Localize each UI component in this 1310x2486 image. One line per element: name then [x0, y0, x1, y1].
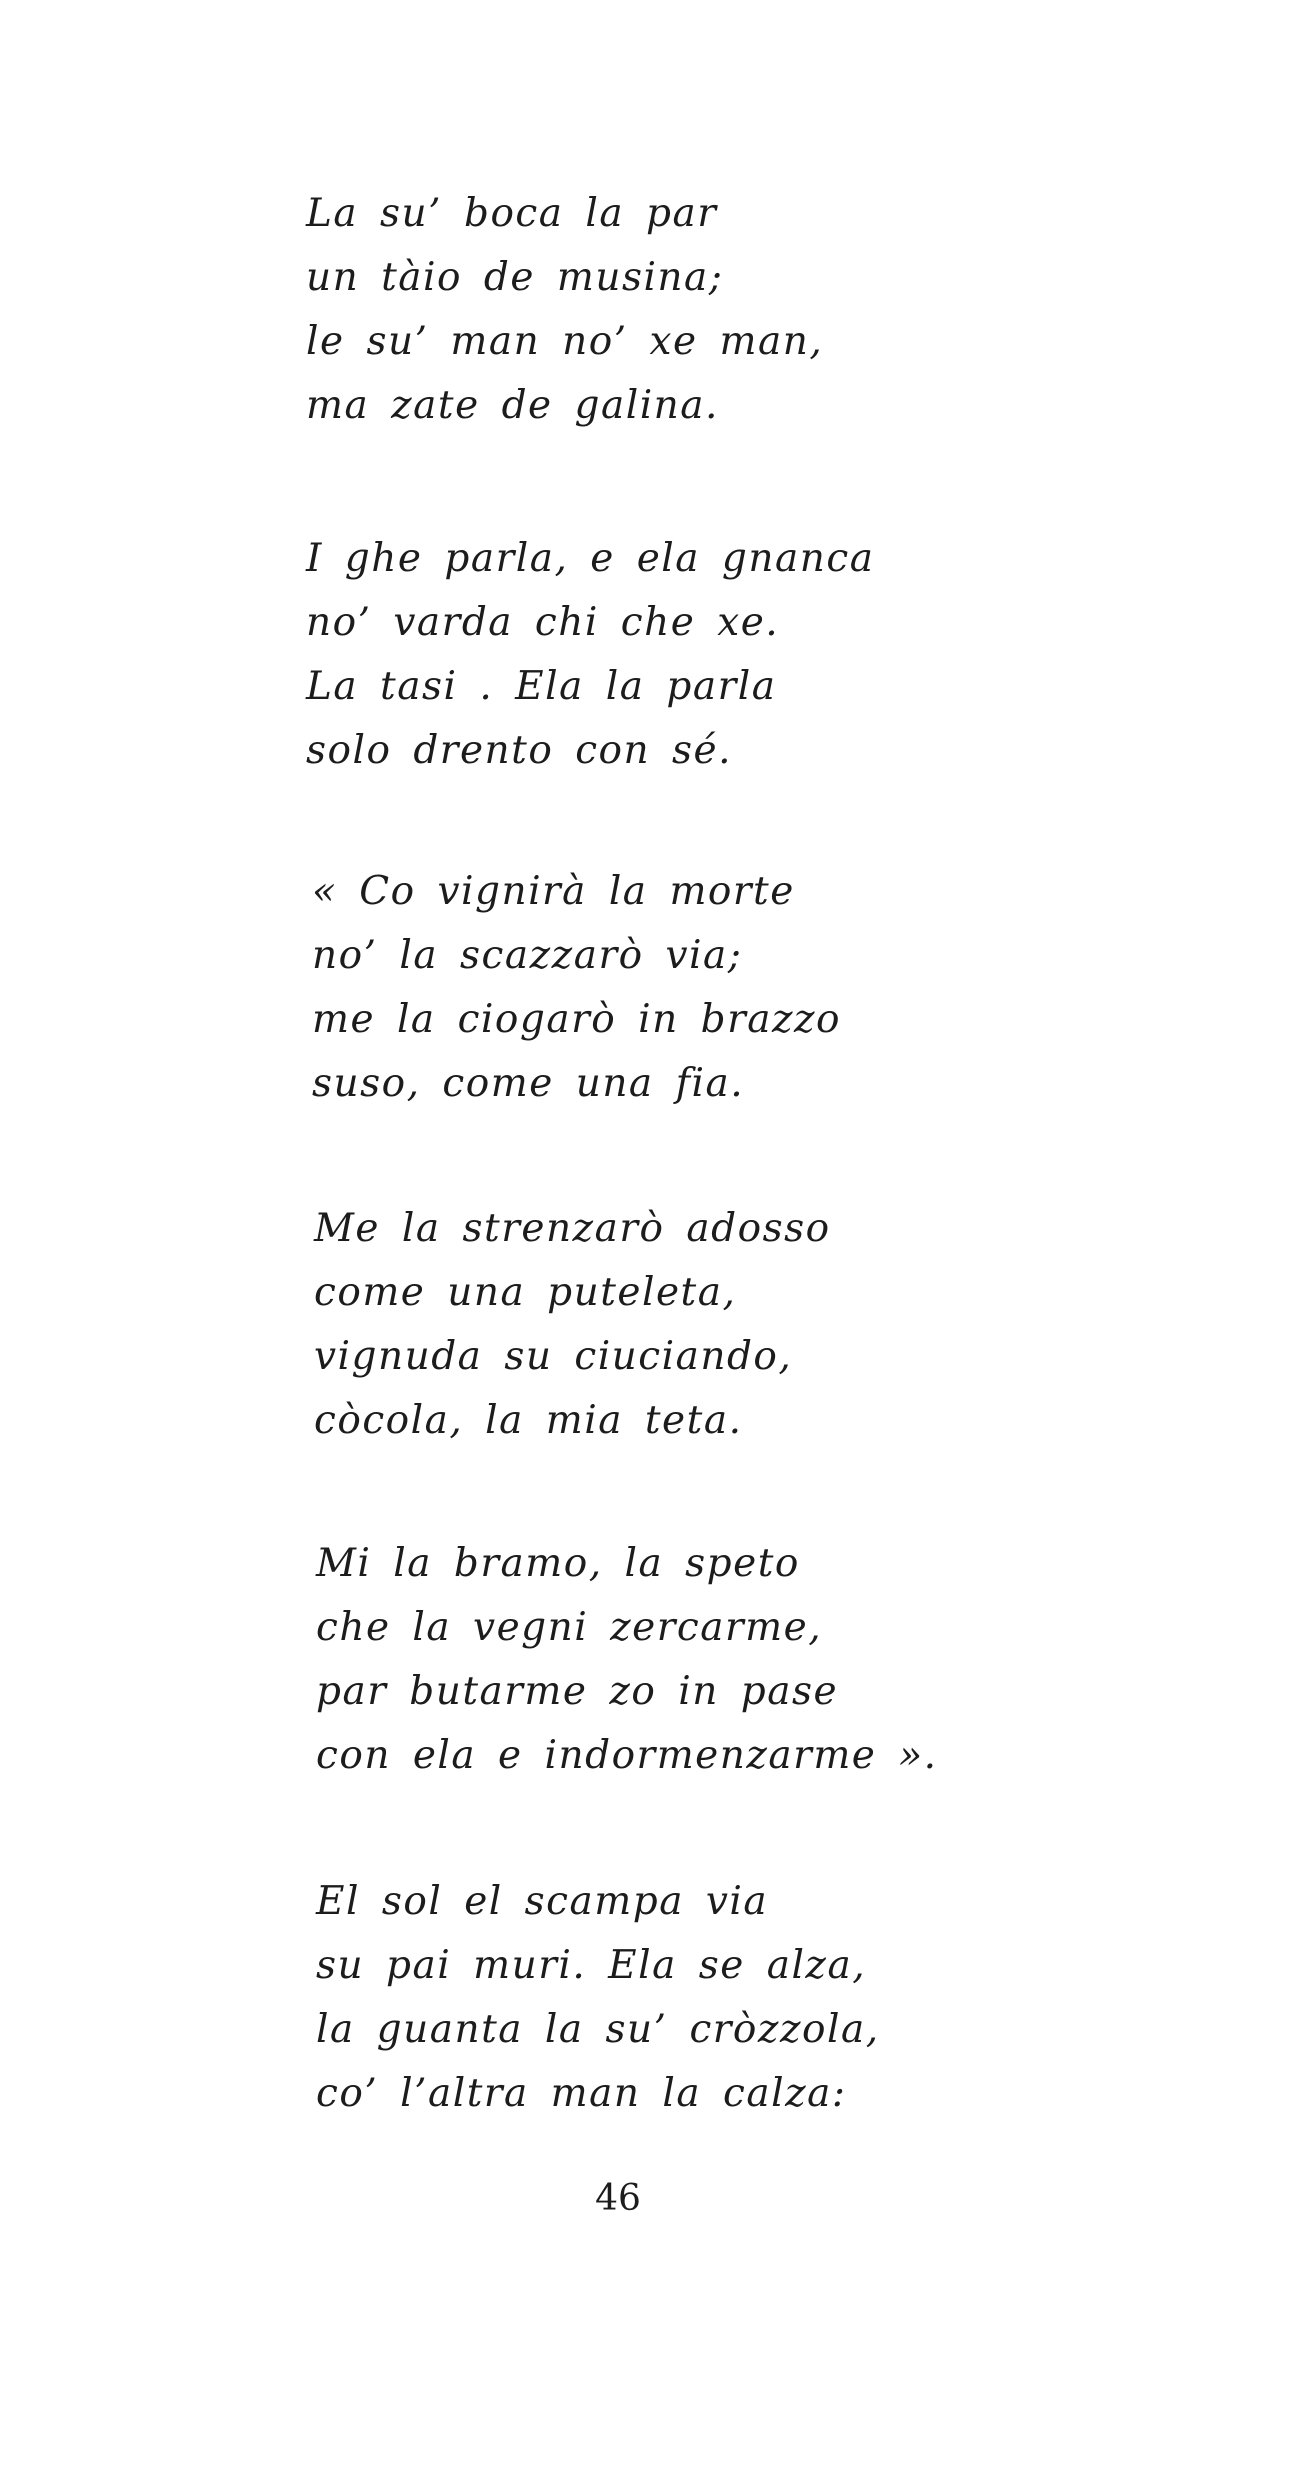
verse-line: me la ciogarò in brazzo [312, 997, 842, 1042]
verse-line: solo drento con sé. [306, 728, 733, 773]
verse-line: la guanta la su’ cròzzola, [316, 2007, 880, 2052]
verse-line: no’ la scazzarò via; [312, 933, 743, 978]
verse-line: un tàio de musina; [306, 255, 724, 300]
verse-line: La tasi . Ela la parla [306, 664, 777, 709]
verse-line: con ela e indormenzarme ». [316, 1733, 938, 1778]
verse-line: còcola, la mia teta. [314, 1398, 743, 1443]
page-number: 46 [595, 2178, 641, 2219]
verse-line: co’ l’altra man la calza: [316, 2071, 847, 2116]
verse-line: Me la strenzarò adosso [314, 1206, 831, 1251]
verse-line: La su’ boca la par [306, 191, 718, 236]
verse-line: no’ varda chi che xe. [306, 600, 780, 645]
stanza-1 [306, 182, 823, 438]
stanza-4 [314, 1197, 831, 1453]
verse-line: le su’ man no’ xe man, [306, 319, 824, 364]
verse-line: I ghe parla, e ela gnanca [306, 536, 875, 581]
verse-line: su pai muri. Ela se alza, [316, 1943, 867, 1988]
verse-line: che la vegni zercarme, [316, 1605, 823, 1650]
verse-line: par butarme zo in pase [316, 1669, 839, 1714]
stanza-2 [306, 527, 874, 783]
verse-line: ma zate de galina. [306, 383, 719, 428]
verse-line: Mi la bramo, la speto [316, 1541, 800, 1586]
verse-line: come una puteleta, [314, 1270, 737, 1315]
stanza-5 [316, 1532, 938, 1788]
verse-line: vignuda su ciuciando, [314, 1334, 793, 1379]
verse-line: suso, come una fia. [312, 1061, 745, 1106]
verse-line: « Co vignirà la morte [312, 869, 795, 914]
stanza-6 [316, 1870, 880, 2126]
stanza-3 [312, 860, 841, 1116]
verse-line: El sol el scampa via [316, 1879, 769, 1924]
